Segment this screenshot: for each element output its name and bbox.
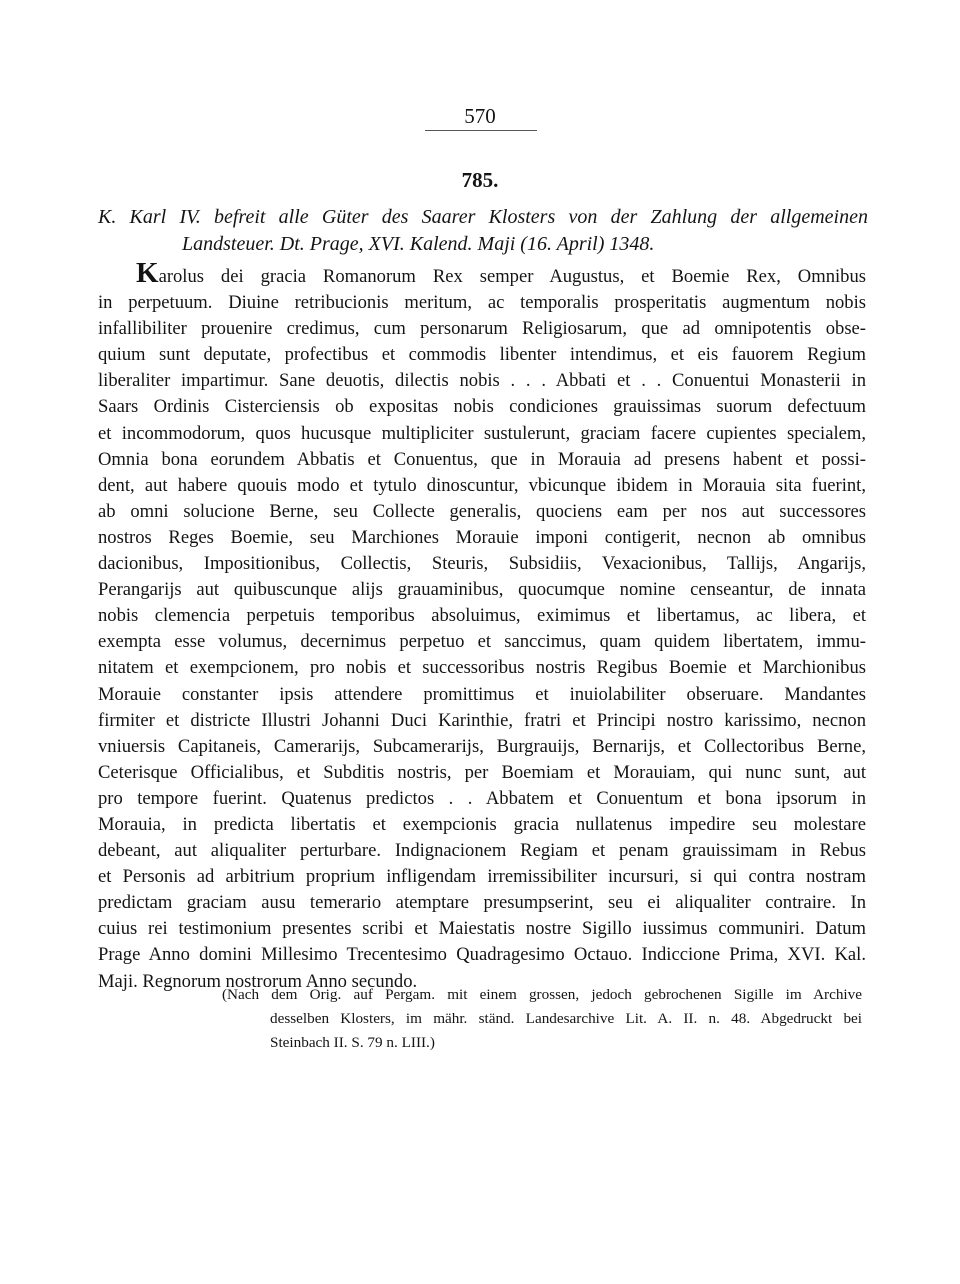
headline-line-2: Landsteuer. Dt. Prage, XVI. Kalend. Maji (16. April) 1348. xyxy=(182,233,655,255)
source-note-line: desselben Klosters, im mähr. ständ. Landesarchive Lit. A. II. n. 48. Abgedruckt bei xyxy=(270,1010,862,1027)
body-line: ab omni solucione Berne, seu Collecte generalis, quociens eam per nos aut successores xyxy=(98,500,866,522)
body-line: Saars Ordinis Cisterciensis ob expositas nobis condiciones grauissimas suorum defectuum xyxy=(98,396,866,418)
body-line: liberaliter impartimur. Sane deuotis, dilectis nobis . . . Abbati et . . Conuentui Monasterii in xyxy=(98,370,866,392)
body-line: debeant, aut aliqualiter perturbare. Indignacionem Regiam et penam grauissimam in Rebus xyxy=(98,840,866,862)
source-note-line: (Nach dem Orig. auf Pergam. mit einem grossen, jedoch gebrochenen Sigille im Archive xyxy=(222,986,862,1003)
body-line: Perangarijs aut quibuscunque alijs grauaminibus, quocumque nomine censeantur, de innata xyxy=(98,579,866,601)
body-line: dacionibus, Impositionibus, Collectis, Steuris, Subsidiis, Vexacionibus, Tallijs, Angarijs, xyxy=(98,553,866,575)
body-line: dent, aut habere quouis modo et tytulo dinoscuntur, vbicunque ibidem in Morauia sita fuerint, xyxy=(98,474,866,496)
body-line: Prage Anno domini Millesimo Trecentesimo Quadragesimo Octauo. Indiccione Prima, XVI. Kal. xyxy=(98,944,866,966)
charter-text xyxy=(98,257,866,995)
body-line: et Personis ad arbitrium proprium infligendam irremissibiliter incursuri, si qui contra nostram xyxy=(98,866,866,888)
drop-cap: K xyxy=(136,257,159,289)
source-note xyxy=(222,983,862,1055)
body-line: Omnia bona eorundem Abbatis et Conuentus, que in Morauia ad presens habent et possi- xyxy=(98,448,866,470)
body-line: exempta esse volumus, decernimus perpetuo et sanccimus, quam quidem libertatem, immu- xyxy=(98,631,866,653)
body-line: cuius rei testimonium presentes scribi et Maiestatis nostre Sigillo iussimus communiri. Datum xyxy=(98,918,866,940)
body-line: predictam graciam ausu temerario atemptare presumpserint, seu ei aliqualiter contraire. In xyxy=(98,892,866,914)
document-number: 785. xyxy=(461,168,499,192)
document-headline xyxy=(98,204,868,258)
body-line: nostros Reges Boemie, seu Marchiones Morauie imponi contigerit, necnon ab omnibus xyxy=(98,526,866,548)
body-line: Morauie constanter ipsis attendere promittimus et inuiolabiliter obseruare. Mandantes xyxy=(98,683,866,705)
body-line xyxy=(98,257,866,290)
body-line: Ceterisque Officialibus, et Subditis nostris, per Boemiam et Morauiam, qui nunc sunt, aut xyxy=(98,761,866,783)
headline-line-1: K. Karl IV. befreit alle Güter des Saarer Klosters von der Zahlung der allgemeinen xyxy=(98,206,868,228)
body-line: Morauia, in predicta libertatis et exempcionis gracia nullatenus impedire seu molestare xyxy=(98,813,866,835)
page-number: 570 xyxy=(464,104,496,128)
body-line: nitatem et exempcionem, pro nobis et successoribus nostris Regibus Boemie et Marchionibus xyxy=(98,657,866,679)
page-number-rule xyxy=(425,130,537,131)
body-line: firmiter et districte Illustri Johanni Duci Karinthie, fratri et Principi nostro karissimo, necnon xyxy=(98,709,866,731)
body-line: in perpetuum. Diuine retribucionis meritum, ac temporalis prosperitatis augmentum nobis xyxy=(98,292,866,314)
body-line: et incommodorum, quos hucusque multipliciter sustulerunt, graciam facere cupientes specialem, xyxy=(98,422,866,444)
body-line: quium sunt deputate, profectibus et commodis libenter intendimus, et eis fauorem Regium xyxy=(98,344,866,366)
body-line: vniuersis Capitaneis, Camerarijs, Subcamerarijs, Burgrauijs, Bernarijs, et Collectoribus Berne, xyxy=(98,735,866,757)
body-line: infallibiliter prouenire credimus, cum personarum Religiosarum, que ad omnipotentis obse- xyxy=(98,318,866,340)
body-line-text: arolus dei gracia Romanorum Rex semper Augustus, et Boemie Rex, Omnibus xyxy=(158,266,866,287)
body-line: pro tempore fuerint. Quatenus predictos . . Abbatem et Conuentum et bona ipsorum in xyxy=(98,787,866,809)
source-note-line: Steinbach II. S. 79 n. LIII.) xyxy=(270,1034,435,1051)
body-line: Maji. Regnorum nostrorum Anno secundo. xyxy=(98,970,418,992)
body-line: nobis clemencia perpetuis temporibus absoluimus, eximimus et libertamus, ac libera, et xyxy=(98,605,866,627)
